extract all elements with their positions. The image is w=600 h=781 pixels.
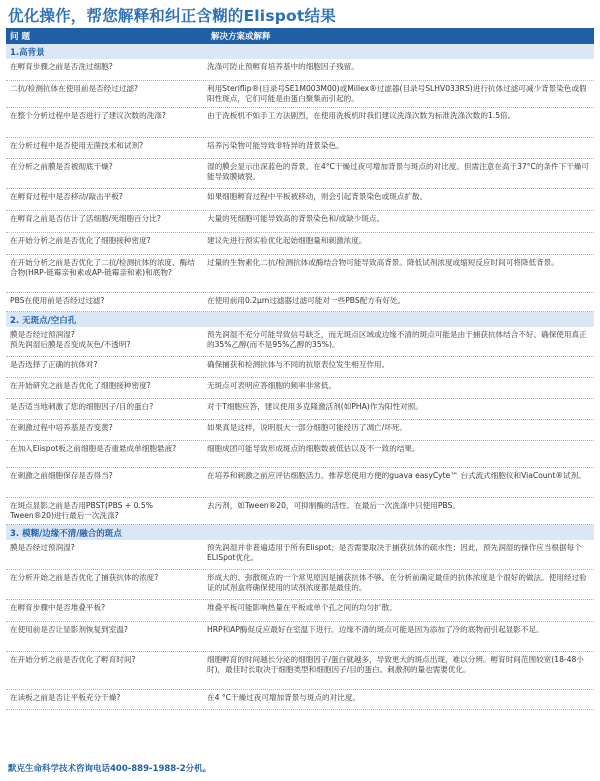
table-header <box>6 28 594 44</box>
table-row <box>6 622 594 652</box>
question-cell: 在读板之前是否让平板充分干燥? <box>10 693 121 702</box>
table-row <box>6 138 594 159</box>
solution-cell: 预先润湿不充分可能导致信号缺乏，而无斑点区域或边缘不清的斑点可能是由于捕获抗体结合不好。确保使用真正的35%乙醇(而不是95%乙醇的35%)。 <box>207 330 587 350</box>
question-cell: 在开始分析之前是否优化了二抗/检测抗体的浓度、酶结合物(HRP-链霉亲和素或AP-链霉亲和素)和底物? <box>10 258 195 278</box>
question-cell: 在分析开始之前是否优化了捕获抗体的浓度? <box>10 573 159 582</box>
solution-cell: 如果细胞孵育过程中平板被移动，则会引起背景染色或斑点扩散。 <box>207 192 428 201</box>
solution-cell: 如果真是这样，说明很大一部分细胞可能经历了凋亡/坏死。 <box>207 423 407 432</box>
table-row <box>6 357 594 378</box>
question-cell: 在开始分析之前是否优化了孵育时间? <box>10 655 136 664</box>
table-row <box>6 108 594 138</box>
question-cell: 在孵育步骤中是否堆叠平板? <box>10 603 106 612</box>
table-row <box>6 81 594 108</box>
question-cell: 在分析过程中是否使用无菌技术和试剂? <box>10 141 144 150</box>
question-cell: 在开始研究之前是否优化了细胞接种密度? <box>10 381 151 390</box>
solution-cell: 建议先进行预实验优化起始细胞量和刺激浓度。 <box>207 236 367 245</box>
table-row <box>6 498 594 525</box>
header-solution: 解决方案或解释 <box>211 32 271 42</box>
question-cell: 膜是否经过预润湿? 预先润湿后膜是否变成灰色/不透明? <box>10 330 131 350</box>
solution-cell: 大量的死细胞可能导致高的背景染色和/或缺少斑点。 <box>207 214 385 223</box>
solution-cell: 培养污染物可能导致非特异的背景染色。 <box>207 141 344 150</box>
solution-cell: 洗涤可防止预孵育培养基中的细胞因子残留。 <box>207 62 359 71</box>
question-cell: 在孵育步骤之前是否洗过细胞? <box>10 62 113 71</box>
table-row <box>6 159 594 189</box>
solution-cell: 确保捕获和检测抗体与不同的抗原表位发生相互作用。 <box>207 360 390 369</box>
question-cell: 在分析之前膜是否被彻底干燥? <box>10 162 113 171</box>
page-title: 优化操作，帮您解释和纠正含糊的Elispot结果 <box>8 7 336 25</box>
question-cell: 是否适当地刺激了您的细胞因子/目的蛋白? <box>10 402 154 411</box>
section-heading: 3. 模糊/边缘不清/融合的斑点 <box>6 525 594 540</box>
solution-cell: 利用Steriflip®(目录号SE1M003M00)或Millex®过滤器(目录号SLHV033RS)进行抗体过滤可减少背景染色或假阳性斑点，它们可能是由蛋白聚集而引起的。 <box>207 84 587 104</box>
section-heading: 1.高背景 <box>6 44 594 59</box>
table-row <box>6 233 594 255</box>
question-cell: 在斑点显影之前是否用PBST(PBS + 0.5% Tween®20)进行最后一次洗涤? <box>10 501 153 521</box>
table-row <box>6 690 594 710</box>
question-cell: 在刺激过程中培养基是否变黄? <box>10 423 113 432</box>
table-row <box>6 441 594 468</box>
solution-cell: 湿的膜会显示出深蓝色的背景。在4°C干燥过夜可增加背景与斑点的对比度。但需注意在高于37°C的条件下干燥可能导致膜破裂。 <box>207 162 589 182</box>
table-row <box>6 255 594 293</box>
question-cell: 在使用前是否让显影剂恢复到室温? <box>10 625 128 634</box>
table-row <box>6 600 594 622</box>
solution-cell: 预先润湿并非普遍适用于所有Elispot；是否需要取决于捕获抗体的疏水性；因此，预先润湿的操作应当根据每个ELISpot优化。 <box>207 543 582 563</box>
table-row <box>6 540 594 570</box>
section-heading: 2. 无斑点/空白孔 <box>6 312 594 327</box>
solution-cell: 细胞孵育的时间越长分泌的细胞因子/蛋白就越多，导致更大的斑点出现，难以分辨。孵育时间范围较宽(18-48小时)，最佳时长取决于细胞类型和细胞因子/目的蛋白。刺激剂的量也需要优化。 <box>207 655 584 675</box>
troubleshooting-table <box>6 28 594 710</box>
solution-cell: 由于洗板机不如手工方法剧烈，在使用洗板机时我们建议洗涤次数为标准洗涤次数的1.5倍。 <box>207 111 516 120</box>
table-body <box>6 44 594 710</box>
solution-cell: 去污剂，如Tween®20，可抑制酶的活性。在最后一次洗涤中只使用PBS。 <box>207 501 460 510</box>
solution-cell: 在使用前用0.2μm过滤器过滤可能对一些PBS配方有好处。 <box>207 296 406 305</box>
question-cell: 是否选择了正确的抗体对? <box>10 360 98 369</box>
solution-cell: 形成大的、弥散斑点的一个常见原因是捕获抗体不够。在分析前确定最佳的抗体浓度是个很好的做法。使用经过验证的试剂盒将确保使用的试剂浓度都是最佳的。 <box>207 573 587 593</box>
question-cell: 在孵育之前是否估计了活细胞/死细胞百分比? <box>10 214 161 223</box>
question-cell: 在加入Elispot板之前细胞是否重悬成单细胞悬液? <box>10 444 177 453</box>
solution-cell: 堆叠平板可能影响热量在平板或单个孔之间的均匀扩散。 <box>207 603 397 612</box>
table-row <box>6 327 594 357</box>
question-cell: 膜是否经过预润湿? <box>10 543 75 552</box>
table-row <box>6 420 594 441</box>
question-cell: 在孵育过程中是否移动/敲击平板? <box>10 192 123 201</box>
solution-cell: 细胞成团可能导致形成斑点的细胞数被低估以及不一致的结果。 <box>207 444 420 453</box>
table-row <box>6 652 594 690</box>
solution-cell: 无斑点可表明应答细胞的频率非常低。 <box>207 381 337 390</box>
table-row <box>6 570 594 600</box>
table-row <box>6 211 594 233</box>
question-cell: 在开始分析之前是否优化了细胞接种密度? <box>10 236 151 245</box>
solution-cell: 过量的生物素化二抗/检测抗体或酶结合物可能导致高背景。降低试剂浓度或缩短反应时间可将降低背景。 <box>207 258 559 267</box>
solution-cell: 在培养和刺激之前应评估细胞活力。推荐您使用方便的guava easyCyte™ 台式流式细胞仪和ViaCount®试剂。 <box>207 471 586 480</box>
header-question: 问 题 <box>10 32 30 42</box>
table-row <box>6 468 594 498</box>
question-cell: 二抗/检测抗体在使用前是否经过过滤? <box>10 84 139 93</box>
table-row <box>6 399 594 420</box>
footer-contact: 默克生命科学技术咨询电话400-889-1988-2分机。 <box>8 764 212 774</box>
table-row <box>6 59 594 81</box>
table-row <box>6 189 594 211</box>
question-cell: 在刺激之前细胞保存是否得当? <box>10 471 113 480</box>
solution-cell: 对于T细胞应答，建议使用多克隆激活剂(如PHA)作为阳性对照。 <box>207 402 423 411</box>
question-cell: PBS在使用前是否经过过滤? <box>10 296 105 305</box>
question-cell: 在整个分析过程中是否进行了建议次数的洗涤? <box>10 111 166 120</box>
solution-cell: HRP和AP酶促反应最好在室温下进行。边缘不清的斑点可能是因为添加了冷的底物而引起显影不足。 <box>207 625 544 634</box>
solution-cell: 在4 °C干燥过夜可增加背景与斑点的对比度。 <box>207 693 361 702</box>
table-row <box>6 293 594 312</box>
table-row <box>6 378 594 399</box>
